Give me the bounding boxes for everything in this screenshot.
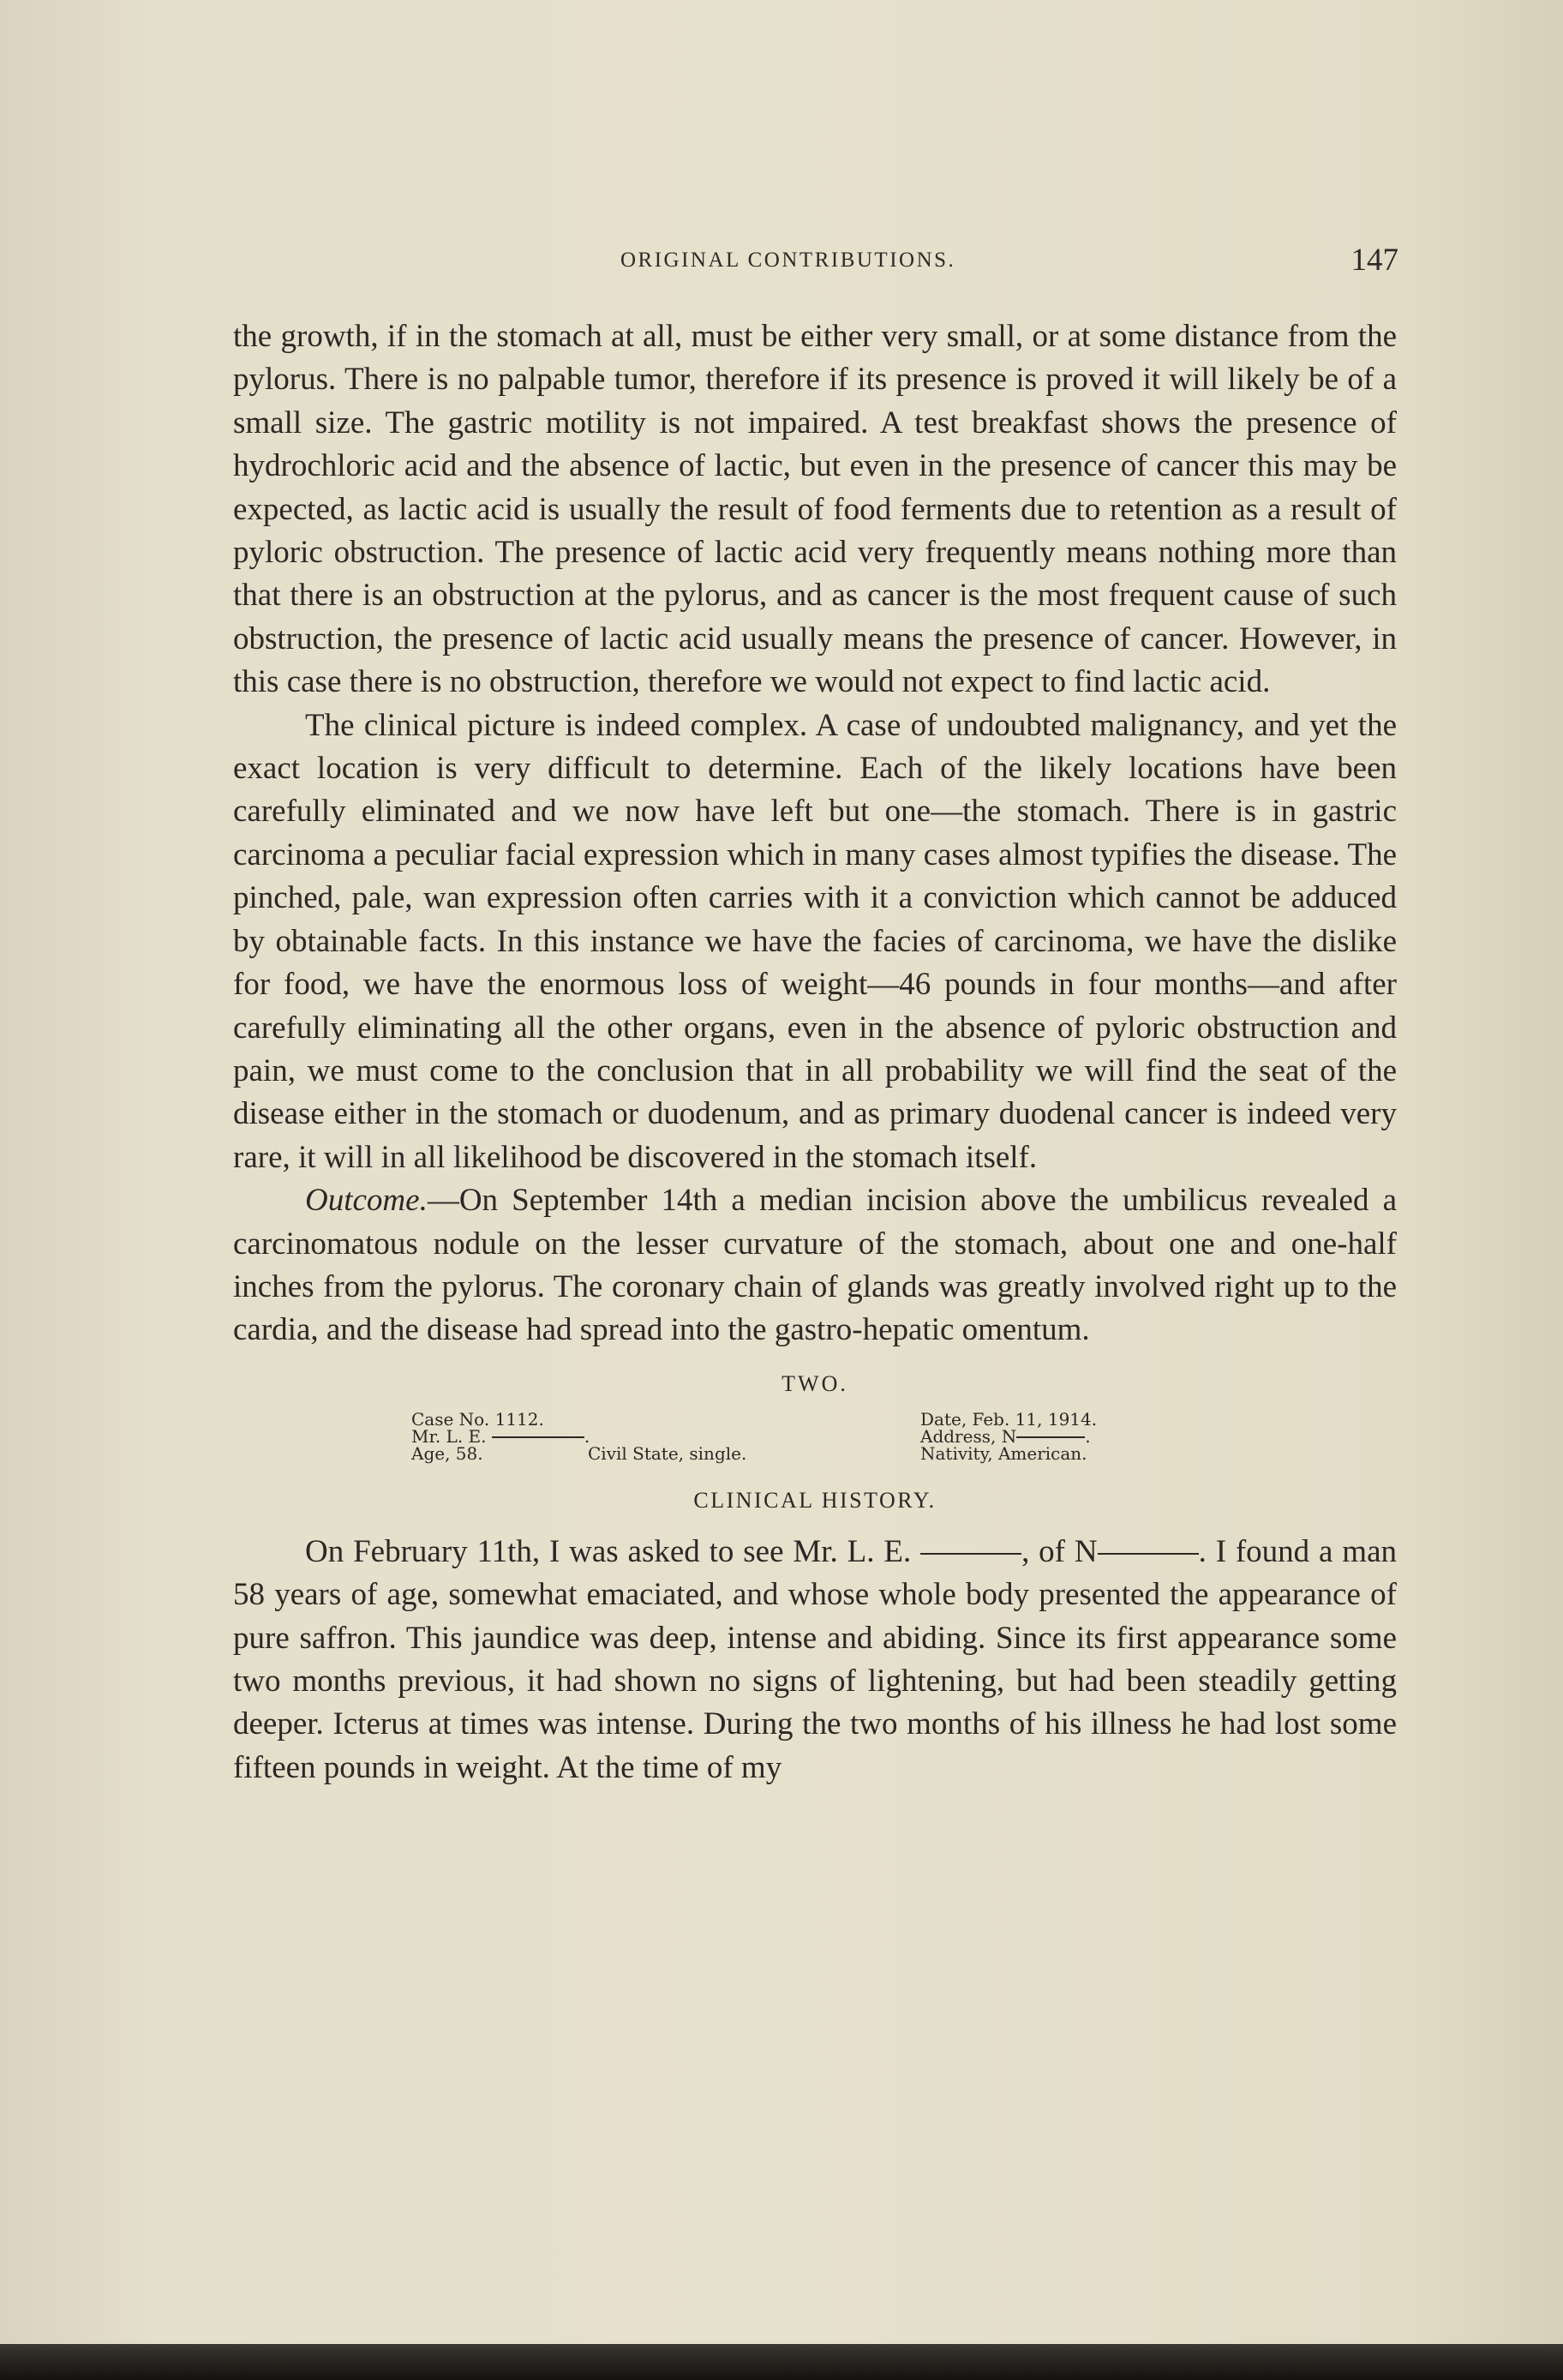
case-title: TWO. — [782, 1370, 848, 1396]
history-name-blank — [920, 1553, 1021, 1555]
page-number: 147 — [1350, 243, 1398, 278]
history-start: On February 11th, I was asked to see Mr. L. E. — [305, 1533, 912, 1569]
running-title: ORIGINAL CONTRIBUTIONS. — [620, 249, 956, 272]
running-head — [233, 242, 1398, 283]
history-mid: , of N — [1021, 1533, 1098, 1569]
patient-address: Address, N . — [920, 1425, 1091, 1447]
case-row-2 — [411, 1425, 1200, 1447]
nativity: Nativity, American. — [920, 1442, 1087, 1464]
case-info — [411, 1408, 1200, 1467]
clinical-history-title: CLINICAL HISTORY. — [693, 1487, 937, 1513]
case-number: Case No. 1112. — [411, 1408, 544, 1430]
paragraph-1: the growth, if in the stomach at all, must be either very small, or at some distance from the pylorus. There is no palpable tumor, therefore if its presence is proved it will likely be of a small size. The gastric motility is not impaired. A test breakfast shows the presence of hydrochloric acid and the absence of lactic, but even in the presence of cancer this may be expected, as lactic acid is usually the result of food ferments due to retention as a result of pyloric obstruction. The presence of lactic acid very frequently means nothing more than that there is an obstruction at the pylorus, and as cancer is the most frequent cause of such obstruction, the presence of lactic acid usually means the presence of cancer. However, in this case there is no obstruction, therefore we would not expect to find lactic acid. — [233, 319, 1397, 700]
case-row-1 — [411, 1408, 1200, 1430]
address-blank — [1016, 1436, 1085, 1438]
case-date: Date, Feb. 11, 1914. — [920, 1408, 1098, 1430]
history-place-blank — [1098, 1553, 1199, 1555]
page-bottom-edge — [0, 2344, 1563, 2380]
paragraph-outcome — [233, 1179, 1397, 1352]
name-blank — [492, 1436, 584, 1438]
clinical-history-paragraph: On February 11th, I was asked to see Mr. L. E. , of N . I found a man 58 years of age, somewhat emaciated, and whose whole body presented the appearance of pure saffron. This jaundice was deep, intense and abiding. Since its first appearance some two months previous, it had shown no signs of lightening, but had been steadily getting deeper. Icterus at times was intense. During the two months of his illness he had lost some fifteen pounds in weight. At the time of my — [233, 1533, 1398, 1785]
case-row-3 — [411, 1442, 1200, 1464]
body-text — [233, 315, 1397, 1789]
patient-age: Age, 58. — [411, 1442, 483, 1464]
paragraph-2: The clinical picture is indeed complex. A case of undoubted malignancy, and yet the exact location is very difficult to determine. Each of the likely locations have been carefully eliminated and we now have left but one—the stomach. There is in gastric carcinoma a peculiar facial expression which in many cases almost typifies the disease. The pinched, pale, wan expression often carries with it a conviction which cannot be adduced by obtainable facts. In this instance we have the facies of carcinoma, we have the dislike for food, we have the enormous loss of weight—46 pounds in four months—and after carefully eliminating all the other organs, even in the absence of pyloric obstruction and pain, we must come to the conclusion that in all probability we will find the seat of the disease either in the stomach or duodenum, and as primary duodenal cancer is indeed very rare, it will in all likelihood be discovered in the stomach itself. — [233, 707, 1397, 1175]
patient-name-text: Mr. L. E. — [411, 1425, 487, 1447]
outcome-text: —On September 14th a median incision above the umbilicus revealed a carcinomatous nodule on the lesser curvature of the stomach, about one and one-half inches from the pylorus. The coronary chain of glands was greatly involved right up to the cardia, and the disease had spread into the gastro-hepatic omentum. — [233, 1183, 1397, 1348]
outcome-label: Outcome. — [305, 1183, 428, 1219]
history-rest: I found a man 58 years of age, somewhat emaciated, and whose whole body presented the appearance of pure saffron. This jaundice was deep, intense and abiding. Since its first appearance some two months previous, it had shown no signs of lightening, but had been steadily getting deeper. Icterus at times was intense. During the two months of his illness he had lost some fifteen pounds in weight. At the time of my — [233, 1533, 1398, 1785]
patient-address-text: Address, N — [920, 1425, 1017, 1447]
patient-name: Mr. L. E. . — [411, 1425, 590, 1447]
civil-state: Civil State, single. — [588, 1442, 747, 1464]
